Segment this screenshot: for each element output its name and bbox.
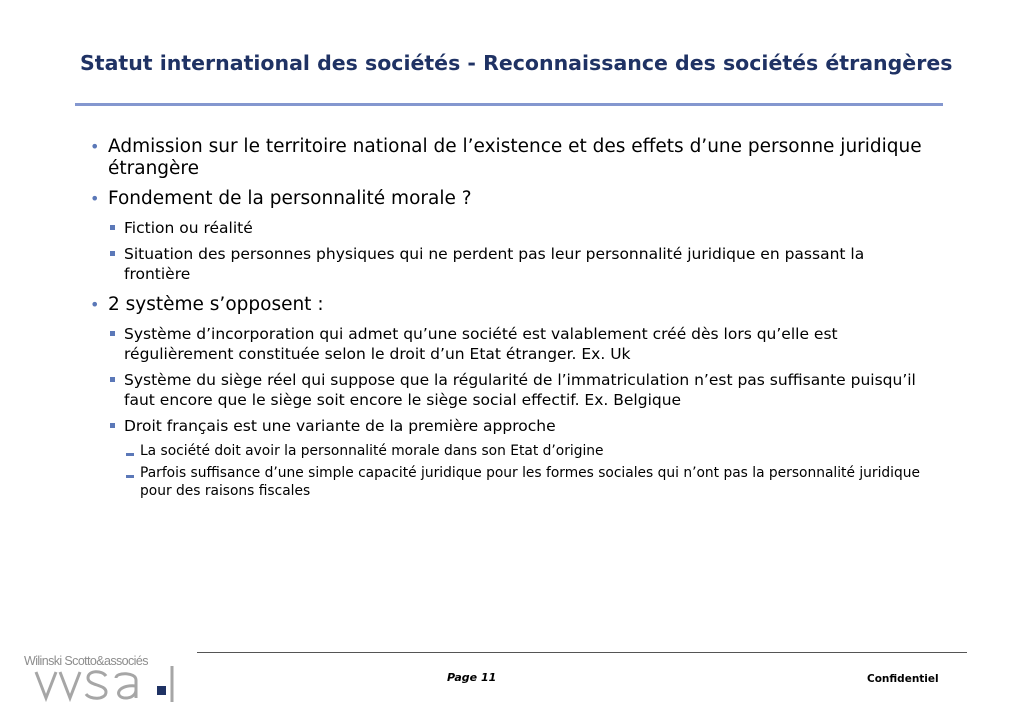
bullet-level2 xyxy=(108,370,928,410)
bullet-level2 xyxy=(108,324,928,364)
bullet-text: Droit français est une variante de la première approche xyxy=(124,417,556,435)
bullet-level1 xyxy=(88,136,928,180)
square-bullet-icon xyxy=(110,377,115,382)
vvsa-logo-icon xyxy=(32,664,197,704)
slide-title: Statut international des sociétés - Reconnaissance des sociétés étrangères xyxy=(80,51,953,75)
slide-content xyxy=(88,136,928,504)
page-number: Page 11 xyxy=(447,671,497,684)
bullet-text: La société doit avoir la personnalité morale dans son Etat d’origine xyxy=(140,443,604,459)
bullet-level3 xyxy=(124,464,928,500)
bullet-text: Fiction ou réalité xyxy=(124,219,253,237)
confidential-label: Confidentiel xyxy=(867,673,939,685)
bullet-text: Situation des personnes physiques qui ne perdent pas leur personnalité juridique en passant la frontière xyxy=(124,245,865,283)
company-logo xyxy=(22,652,197,704)
bullet-level2 xyxy=(108,416,928,436)
round-bullet-icon: • xyxy=(90,295,100,314)
square-bullet-icon xyxy=(110,251,115,256)
bullet-level1 xyxy=(88,294,928,316)
dash-bullet-icon xyxy=(126,475,134,478)
bullet-text: Parfois suffisance d’une simple capacité juridique pour les formes sociales qui n’ont pas la personnalité juridique pour des raisons fiscales xyxy=(140,465,921,499)
bullet-level3 xyxy=(124,442,928,460)
bullet-level2 xyxy=(108,218,928,238)
round-bullet-icon: • xyxy=(90,137,100,156)
dash-bullet-icon xyxy=(126,453,134,456)
bullet-text: Admission sur le territoire national de l’existence et des effets d’une personne juridique étrangère xyxy=(108,136,922,179)
bullet-text: 2 système s’opposent : xyxy=(108,294,324,315)
bullet-level2 xyxy=(108,244,928,284)
footer-divider xyxy=(197,652,967,653)
title-divider xyxy=(75,103,943,106)
bullet-text: Système d’incorporation qui admet qu’une société est valablement créé dès lors qu’elle est régulièrement constituée selon le droit d’un Etat étranger. Ex. Uk xyxy=(124,325,838,363)
bullet-level1 xyxy=(88,188,928,210)
round-bullet-icon: • xyxy=(90,189,100,208)
bullet-text: Système du siège réel qui suppose que la régularité de l’immatriculation n’est pas suffisante puisqu’il faut encore que le siège soit encore le siège social effectif. Ex. Belgique xyxy=(124,371,916,409)
square-bullet-icon xyxy=(110,331,115,336)
logo-wordmark: Wilinski Scotto&associés xyxy=(24,654,148,668)
square-bullet-icon xyxy=(110,225,115,230)
square-bullet-icon xyxy=(110,423,115,428)
bullet-text: Fondement de la personnalité morale ? xyxy=(108,188,472,209)
